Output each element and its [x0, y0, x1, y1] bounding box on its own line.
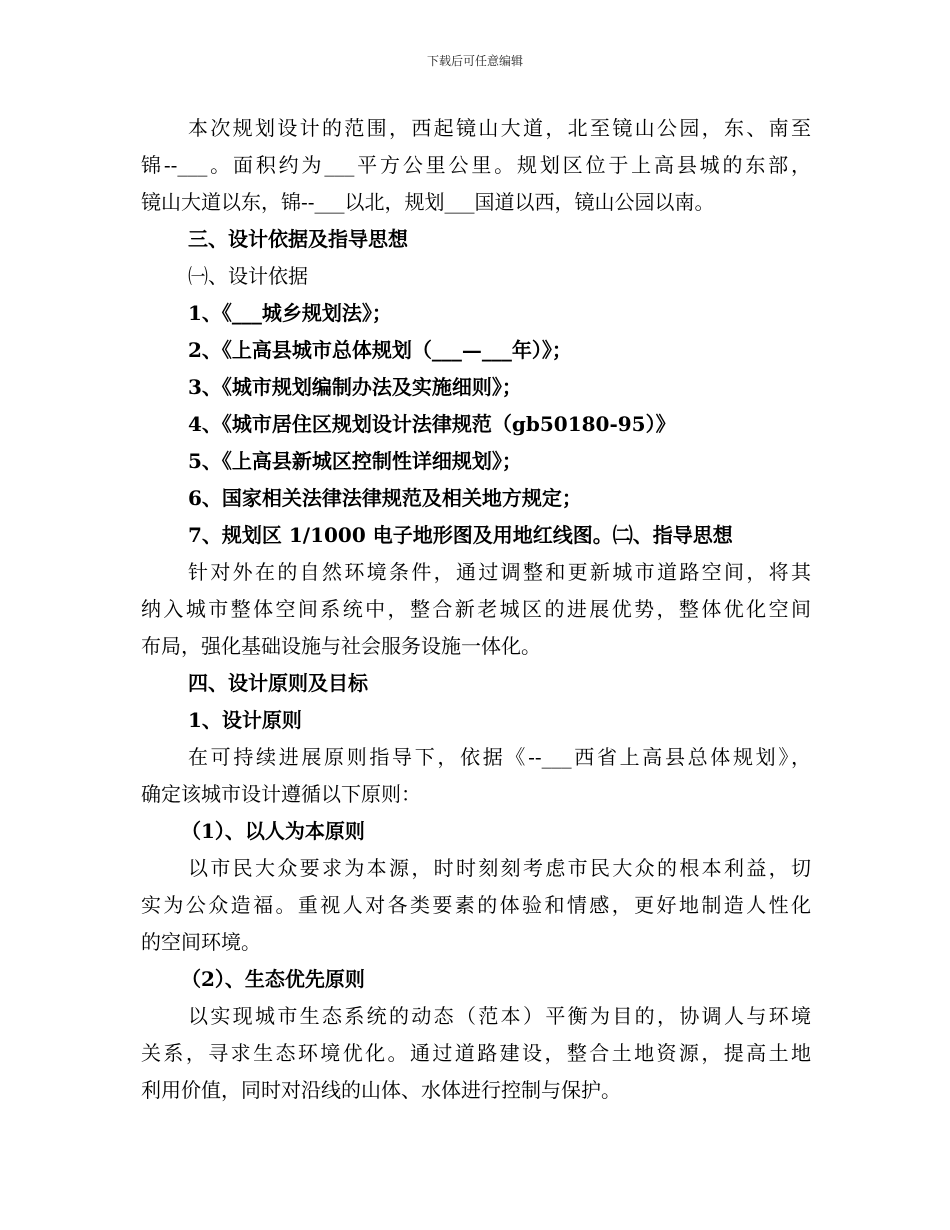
list-item: 3、《城市规划编制办法及实施细则》；: [188, 375, 522, 399]
paragraph-line: 针对外在的自然环境条件，通过调整和更新城市道路空间，将其: [188, 560, 811, 584]
list-item: 6、国家相关法律法律规范及相关地方规定；: [188, 486, 582, 510]
list-item: 1、《___城乡规划法》；: [188, 301, 392, 325]
paragraph-line: 的空间环境。: [141, 930, 261, 954]
list-item: 4、《城市居住区规划设计法律规范（gb50180-95）》: [188, 412, 676, 436]
subsection-heading: ㈠、设计依据: [188, 264, 308, 288]
paragraph-line: 在可持续进展原则指导下，依据《--___西省上高县总体规划》，: [188, 745, 811, 769]
paragraph-line: 锦--___。面积约为___平方公里公里。规划区位于上高县城的东部，: [141, 153, 811, 177]
list-item: 7、规划区 1/1000 电子地形图及用地红线图。㈡、指导思想: [188, 523, 733, 547]
paragraph-line: 利用价值，同时对沿线的山体、水体进行控制与保护。: [141, 1078, 621, 1102]
paragraph-line: 确定该城市设计遵循以下原则：: [141, 782, 421, 806]
paragraph-line: 以市民大众要求为本源，时时刻刻考虑市民大众的根本利益，切: [188, 856, 811, 880]
section-heading: 三、设计依据及指导思想: [188, 227, 408, 251]
paragraph-line: 本次规划设计的范围，西起镜山大道，北至镜山公园，东、南至: [188, 116, 811, 140]
section-heading: 四、设计原则及目标: [188, 671, 368, 695]
paragraph-line: 关系，寻求生态环境优化。通过道路建设，整合土地资源，提高土地: [141, 1041, 811, 1065]
principle-heading: （1）、以人为本原则: [181, 819, 365, 843]
paragraph-line: 纳入城市整体空间系统中，整合新老城区的进展优势，整体优化空间: [141, 597, 811, 621]
list-item: 5、《上高县新城区控制性详细规划》；: [188, 449, 522, 473]
paragraph-line: 镜山大道以东，锦--___以北，规划___国道以西，镜山公园以南。: [141, 190, 715, 214]
document-body: [141, 110, 811, 1109]
subsection-heading: 1、设计原则: [188, 708, 302, 732]
list-item: 2、《上高县城市总体规划（___—___年）》；: [188, 338, 572, 362]
principle-heading: （2）、生态优先原则: [181, 967, 365, 991]
paragraph-line: 实为公众造福。重视人对各类要素的体验和情感，更好地制造人性化: [141, 893, 811, 917]
page-header-note: 下载后可任意编辑: [426, 54, 523, 68]
paragraph-line: 布局，强化基础设施与社会服务设施一体化。: [141, 634, 541, 658]
paragraph-line: 以实现城市生态系统的动态（范本）平衡为目的，协调人与环境: [188, 1004, 811, 1028]
